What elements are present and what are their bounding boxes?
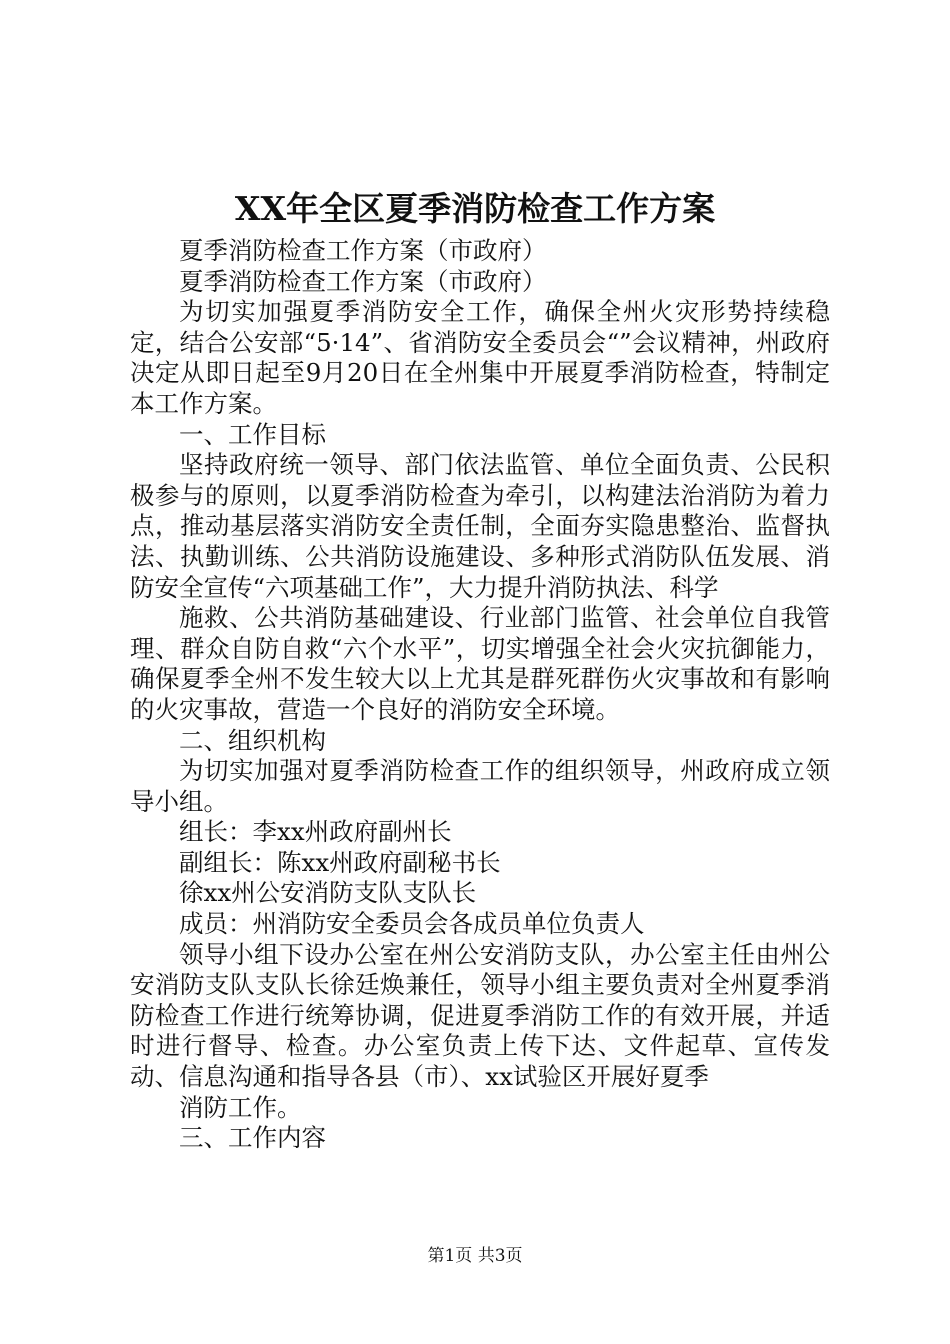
roster-line: 组长：李xx州政府副州长 — [179, 817, 452, 847]
paragraph: 为切实加强对夏季消防检查工作的组织领导，州政府成立领导小组。 — [130, 756, 830, 816]
page-number-footer: 第1页 共3页 — [427, 1246, 523, 1266]
paragraph: 消防工作。 — [179, 1092, 302, 1122]
paragraph: 为切实加强夏季消防安全工作，确保全州火灾形势持续稳定，结合公安部“5·14”、省消防安全委员会“”会议精神，州政府决定从即日起至9月20日在全州集中开展夏季消防检查，特制定本工作方案。 — [130, 297, 830, 418]
paragraph: 坚持政府统一领导、部门依法监管、单位全面负责、公民积极参与的原则，以夏季消防检查为牵引，以构建法治消防为着力点，推动基层落实消防安全责任制，全面夯实隐患整治、监督执法、执勤训练、公共消防设施建设、多种形式消防队伍发展、消防安全宣传“六项基础工作”，大力提升消防执法、科学 — [130, 450, 830, 602]
subtitle-line: 夏季消防检查工作方案（市政府） — [179, 266, 547, 296]
section-heading: 一、工作目标 — [179, 419, 326, 449]
document-body — [130, 236, 830, 1154]
roster-line: 成员：州消防安全委员会各成员单位负责人 — [179, 909, 645, 939]
roster-line: 副组长：陈xx州政府副秘书长 — [179, 847, 501, 877]
section-heading: 二、组织机构 — [179, 725, 326, 755]
paragraph: 领导小组下设办公室在州公安消防支队，办公室主任由州公安消防支队支队长徐廷焕兼任，领导小组主要负责对全州夏季消防检查工作进行统筹协调，促进夏季消防工作的有效开展，并适时进行督导、检查。办公室负责上传下达、文件起草、宣传发动、信息沟通和指导各县（市）、xx试验区开展好夏季 — [130, 939, 830, 1092]
roster-line: 徐xx州公安消防支队支队长 — [179, 878, 477, 908]
document-title: XX年全区夏季消防检查工作方案 — [234, 189, 716, 228]
section-heading: 三、工作内容 — [179, 1123, 326, 1153]
paragraph: 施救、公共消防基础建设、行业部门监管、社会单位自我管理、群众自防自救“六个水平”，切实增强全社会火灾抗御能力，确保夏季全州不发生较大以上尤其是群死群伤火灾事故和有影响的火灾事故，营造一个良好的消防安全环境。 — [130, 603, 830, 724]
subtitle-line: 夏季消防检查工作方案（市政府） — [179, 236, 547, 265]
